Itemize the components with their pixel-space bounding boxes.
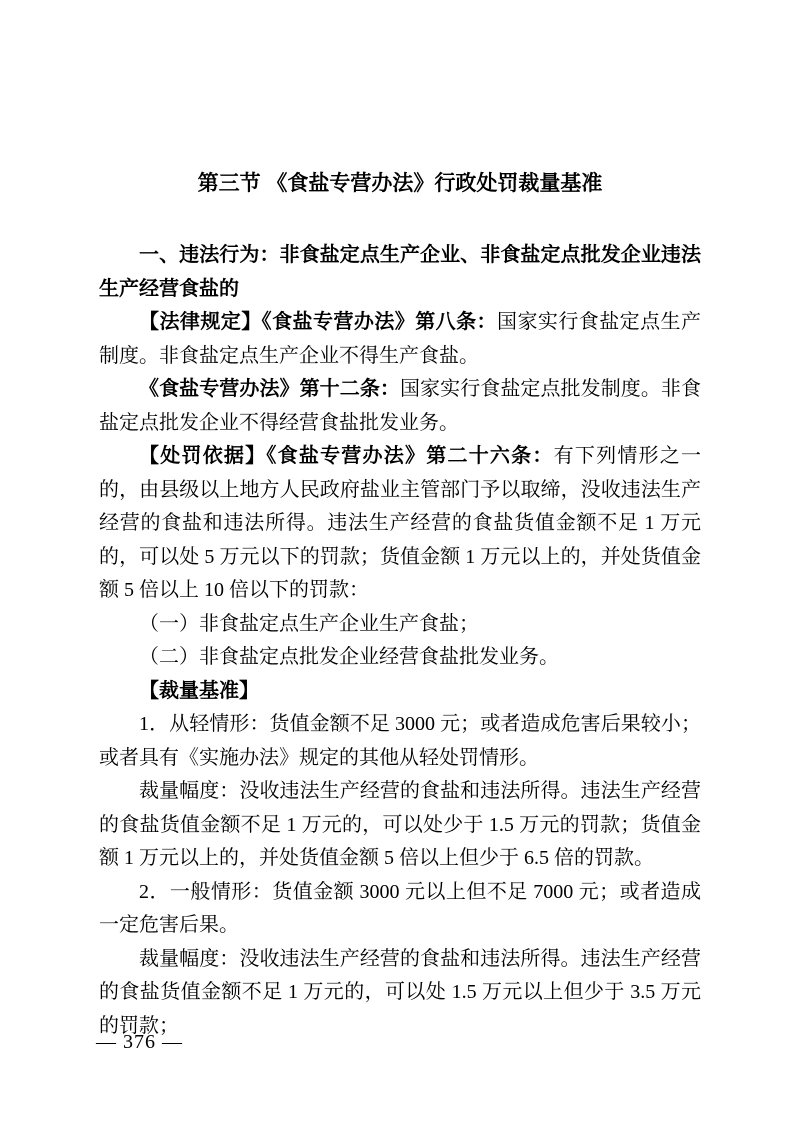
paragraph-lenient-range	[99, 775, 701, 876]
section-title: 第三节 《食盐专营办法》行政处罚裁量基准	[197, 172, 603, 195]
paragraph-general-range	[99, 943, 701, 1044]
paragraph-lead-bold: 【裁量基准】	[139, 679, 259, 702]
paragraph-general-case	[99, 876, 701, 943]
paragraph-legal-basis-article8	[99, 306, 701, 373]
paragraph-text: 裁量幅度：没收违法生产经营的食盐和违法所得。违法生产经营的食盐货值金额不足 1 万元的，可以处 1.5 万元以上但少于 3.5 万元的罚款；	[99, 947, 701, 1037]
paragraph-text: （一）非食盐定点生产企业生产食盐；	[139, 612, 479, 635]
paragraph-item-one	[99, 608, 701, 642]
paragraph-lead-bold: 【处罚依据】《食盐专营办法》第二十六条：	[139, 445, 554, 467]
paragraph-discretion-standard-label	[99, 675, 701, 709]
paragraph-text: 国家实行食盐定点批发制度。非食盐定点批发企业不得经营食盐批发业务。	[99, 378, 702, 434]
violation-heading: 一、违法行为：非食盐定点生产企业、非食盐定点批发企业违法生产经营食盐的	[99, 244, 701, 300]
paragraph-lead-bold: 《食盐专营办法》第十二条：	[139, 378, 400, 400]
paragraph-lenient-case	[99, 708, 701, 775]
paragraph-text: 有下列情形之一的，由县级以上地方人民政府盐业主管部门予以取缔，没收违法生产经营的食盐和违法所得。违法生产经营的食盐货值金额不足 1 万元的，可以处 5 万元以下的罚款；货值金额 1 万元以上的，并处货值金额 5 倍以上 10 倍以下的罚款：	[99, 445, 702, 601]
page-number: — 376 —	[96, 1031, 183, 1053]
paragraph-text: 国家实行食盐定点生产制度。非食盐定点生产企业不得生产食盐。	[99, 311, 701, 367]
paragraph-text: 2．一般情形：货值金额 3000 元以上但不足 7000 元；或者造成一定危害后果。	[99, 880, 701, 936]
paragraph-lead-bold: 【法律规定】《食盐专营办法》第八条：	[139, 311, 497, 333]
paragraph-penalty-basis-article26	[99, 440, 701, 608]
paragraph-text: 1．从轻情形：货值金额不足 3000 元；或者造成危害后果较小；或者具有《实施办法》规定的其他从轻处罚情形。	[99, 713, 701, 769]
paragraph-text: 裁量幅度：没收违法生产经营的食盐和违法所得。违法生产经营的食盐货值金额不足 1 万元的，可以处少于 1.5 万元的罚款；货值金额 1 万元以上的，并处货值金额 5 倍以上但少于 6.5 倍的罚款。	[99, 780, 701, 869]
document-content	[99, 0, 701, 1043]
paragraph-item-two	[99, 641, 701, 675]
paragraph-legal-basis-article12	[99, 373, 701, 440]
paragraph-text: （二）非食盐定点批发企业经营食盐批发业务。	[139, 646, 559, 668]
